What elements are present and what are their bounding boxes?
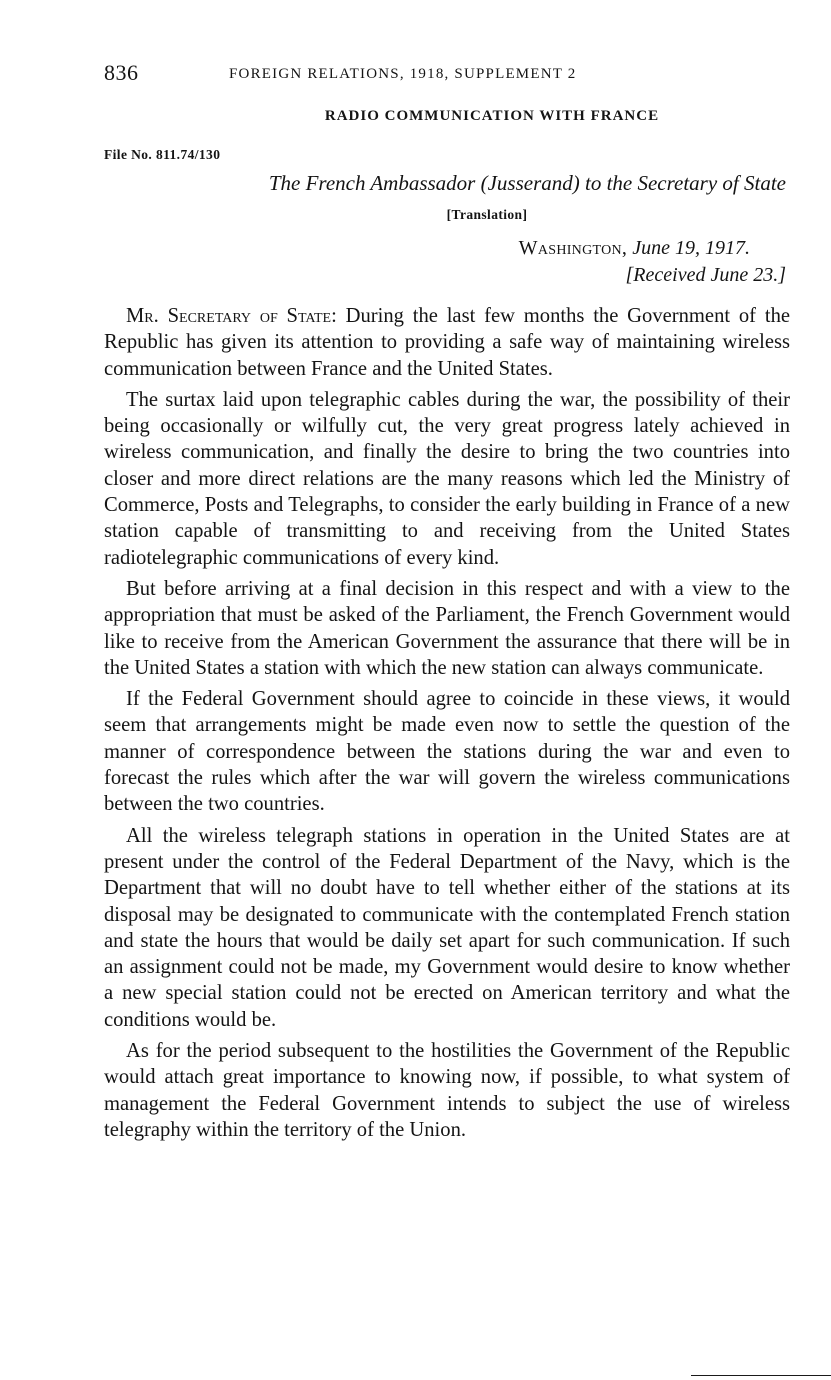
paragraph: But before arriving at a final decision in this respect and with a view to the appropriation that must be asked of the Parliament, the French Government would like to receive from the American Government the assurance that there will be in the United States a station with which the new station can always communicate. — [104, 577, 790, 679]
translation-note: [Translation] — [446, 207, 528, 222]
paragraph: If the Federal Government should agree to coincide in these views, it would seem that arrangements might be made even now to settle the question of the manner of correspondence between the stations during the war and even to forecast the rules which after the war will govern the wireless communications between the two countries. — [104, 688, 790, 816]
place: Washington, — [518, 237, 628, 259]
date: June 19, 1917. — [632, 237, 750, 259]
paragraph: As for the period subsequent to the hostilities the Government of the Republic would attach great importance to knowing now, if possible, to what system of management the Federal Government intends to subject the use of wireless telegraphy within the territory of the Union. — [104, 1040, 790, 1141]
letter-body — [104, 303, 790, 1143]
section-title: RADIO COMMUNICATION WITH FRANCE — [324, 108, 660, 124]
paragraph: All the wireless telegraph stations in operation in the United States are at present under the control of the Federal Department of the Navy, which is the Department that will no doubt have to tell whether either of the stations at its disposal may be designated to communicate with the contemplated French station and state the hours that would be daily set apart for such communication. If such an assignment could not be made, my Government would desire to know whether a new special station could not be erected on American territory and what the conditions would be. — [104, 824, 790, 1031]
paragraph — [104, 303, 790, 382]
document-page — [104, 60, 790, 1148]
running-head — [104, 60, 790, 90]
paragraph: The surtax laid upon telegraphic cables during the war, the possibility of their being occasionally or wilfully cut, the very great progress lately achieved in wireless communication, and finally the desire to bring the two countries into closer and more direct relations are the many reasons which led the Ministry of Commerce, Posts and Telegraphs, to consider the early building in France of a new station capable of transmitting to and receiving from the United States radiotelegraphic communications of every kind. — [104, 388, 790, 569]
salutation: Mr. Secretary of State: — [126, 305, 337, 327]
running-title: FOREIGN RELATIONS, 1918, SUPPLEMENT 2 — [229, 66, 577, 82]
place-date-line — [104, 237, 790, 260]
page-edge-rule — [691, 1375, 831, 1376]
received-date: [Received June 23.] — [625, 264, 786, 286]
page-number: 836 — [104, 60, 139, 85]
paragraph-text: During the last few months the Government of the Republic has given its attention to providing a safe way of maintaining wireless communication between France and the United States. — [104, 305, 790, 380]
file-number: File No. 811.74/130 — [104, 147, 221, 162]
document-heading: The French Ambassador (Jusserand) to the Secretary of State — [268, 171, 786, 195]
received-note — [104, 264, 790, 287]
